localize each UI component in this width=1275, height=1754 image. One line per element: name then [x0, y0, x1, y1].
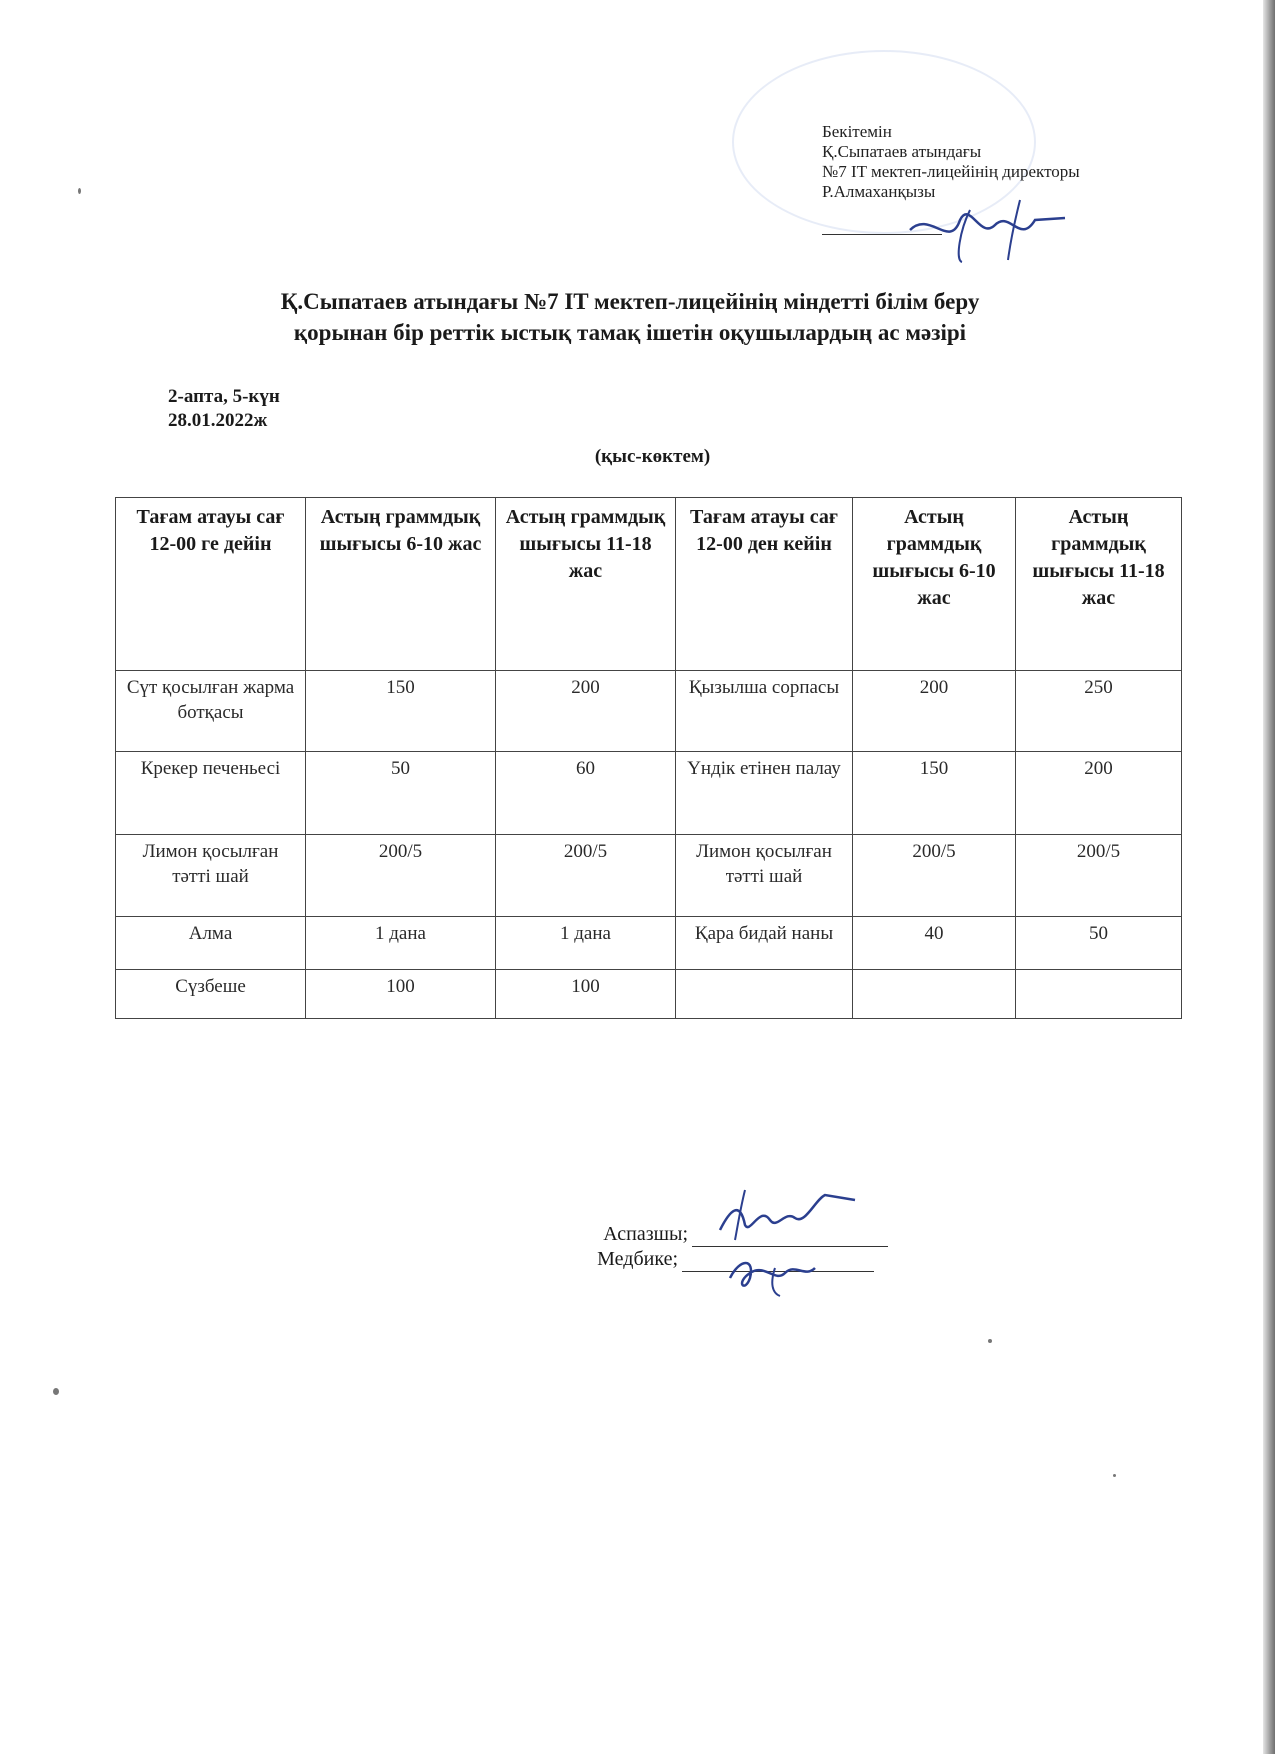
table-header-row: [116, 498, 1182, 671]
table-cell: 200/5: [496, 835, 676, 917]
scan-speck: [78, 188, 81, 194]
approval-line-1: Бекітемін: [822, 122, 892, 141]
title-line-2: қорынан бір реттік ыстық тамақ ішетін оқушылардың ас мәзірі: [293, 320, 967, 345]
nurse-label: Медбике;: [597, 1248, 678, 1270]
document-title: [150, 286, 1110, 348]
table-cell: Сүт қосылған жарма ботқасы: [116, 671, 306, 752]
header-before-noon-6-10: Астың граммдық шығысы 6-10 жас: [306, 498, 496, 671]
table-cell: 100: [496, 970, 676, 1019]
table-cell: 1 дана: [306, 917, 496, 970]
table-cell: 200: [1016, 752, 1182, 835]
header-after-noon-6-10: Астың граммдық шығысы 6-10 жас: [853, 498, 1016, 671]
approval-line-4: Р.Алмаханқызы: [822, 182, 936, 201]
scan-speck: [988, 1339, 992, 1343]
approval-line-3: №7 IT мектеп-лицейінің директоры: [822, 162, 1080, 181]
table-cell: Қызылша сорпасы: [676, 671, 853, 752]
scan-speck: [53, 1388, 59, 1395]
cook-signature: [715, 1180, 865, 1250]
table-cell: [676, 970, 853, 1019]
table-cell: Сүзбеше: [116, 970, 306, 1019]
table-cell: Үндік етінен палау: [676, 752, 853, 835]
table-row: [116, 970, 1182, 1019]
table-row: [116, 752, 1182, 835]
table-cell: 100: [306, 970, 496, 1019]
table-cell: 200/5: [1016, 835, 1182, 917]
director-signature: [900, 190, 1070, 270]
table-cell: Лимон қосылған тәтті шай: [116, 835, 306, 917]
table-cell: [853, 970, 1016, 1019]
table-cell: 50: [1016, 917, 1182, 970]
table-cell: Алма: [116, 917, 306, 970]
table-cell: 1 дана: [496, 917, 676, 970]
header-after-noon-dish: Тағам атауы сағ 12-00 ден кейін: [676, 498, 853, 671]
header-before-noon-dish: Тағам атауы сағ 12-00 ге дейін: [116, 498, 306, 671]
cook-label: Аспазшы;: [603, 1223, 688, 1245]
scan-edge: [1263, 0, 1275, 1754]
menu-date: 28.01.2022ж: [168, 410, 268, 431]
header-before-noon-11-18: Астың граммдық шығысы 11-18 жас: [496, 498, 676, 671]
table-cell: Лимон қосылған тәтті шай: [676, 835, 853, 917]
table-cell: Қара бидай наны: [676, 917, 853, 970]
table-cell: 50: [306, 752, 496, 835]
table-cell: Крекер печеньесі: [116, 752, 306, 835]
table-row: [116, 671, 1182, 752]
table-row: [116, 835, 1182, 917]
week-day: 2-апта, 5-күн: [168, 386, 280, 407]
table-cell: 150: [306, 671, 496, 752]
table-cell: 200/5: [306, 835, 496, 917]
nurse-signature: [720, 1248, 830, 1298]
table-row: [116, 917, 1182, 970]
table-cell: 60: [496, 752, 676, 835]
table-cell: 200: [496, 671, 676, 752]
title-line-1: Қ.Сыпатаев атындағы №7 IT мектеп-лицейінің міндетті білім беру: [280, 289, 980, 314]
table-cell: 200/5: [853, 835, 1016, 917]
table-cell: 40: [853, 917, 1016, 970]
scan-speck: [1113, 1474, 1116, 1477]
header-after-noon-11-18: Астың граммдық шығысы 11-18 жас: [1016, 498, 1182, 671]
table-cell: 150: [853, 752, 1016, 835]
season-label: (қыс-көктем): [594, 446, 711, 467]
approval-line-2: Қ.Сыпатаев атындағы: [822, 142, 982, 161]
table-cell: [1016, 970, 1182, 1019]
date-block: [168, 385, 280, 433]
table-cell: 200: [853, 671, 1016, 752]
table-cell: 250: [1016, 671, 1182, 752]
menu-table: [115, 497, 1182, 1019]
